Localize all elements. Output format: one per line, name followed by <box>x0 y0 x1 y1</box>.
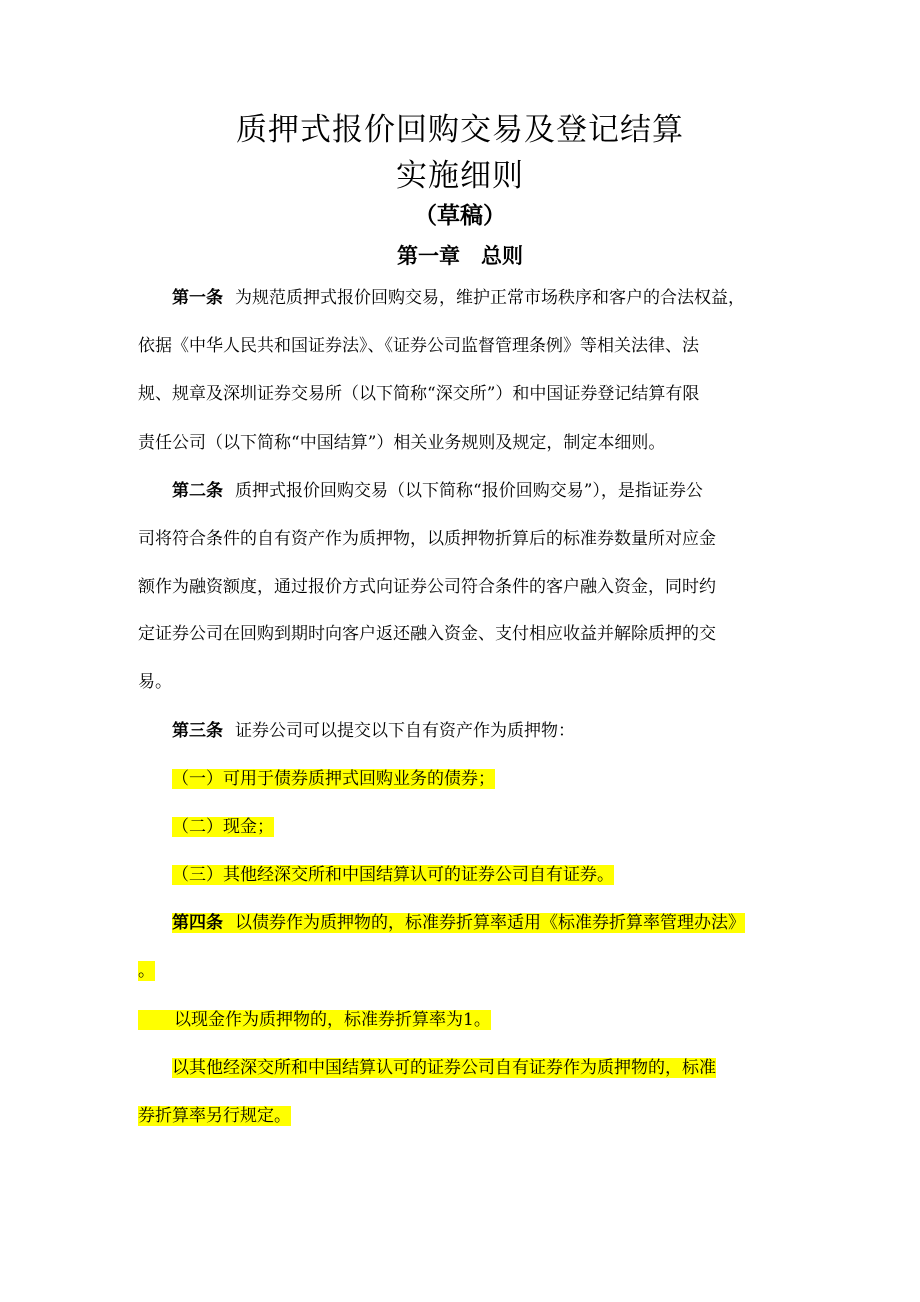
article-4-line-1 <box>172 910 745 936</box>
article-4-text: 以债券作为质押物的，标准券折算率适用《标准券折算率管理办法》 <box>235 913 745 933</box>
article-3-item-1-text: （一）可用于债券质押式回购业务的债券； <box>172 769 495 789</box>
article-4-paragraph-3-line-1 <box>172 1055 716 1081</box>
article-1-line-2: 依据《中华人民共和国证券法》、《证券公司监督管理条例》等相关法律、法 <box>138 336 699 356</box>
article-4-paragraph-2 <box>138 1007 491 1033</box>
article-3-intro: 证券公司可以提交以下自有资产作为质押物： <box>235 721 575 741</box>
article-1-line-3: 规、规章及深圳证券交易所（以下简称“深交所”）和中国证券登记结算有限 <box>138 384 700 404</box>
draft-label: （草稿） <box>414 203 506 229</box>
article-2-line-2: 司将符合条件的自有资产作为质押物，以质押物折算后的标准券数量所对应金 <box>138 529 716 549</box>
article-2-line-4: 定证券公司在回购到期时向客户返还融入资金、支付相应收益并解除质押的交 <box>138 624 716 644</box>
article-3-item-2 <box>172 814 274 840</box>
article-3-item-2-text: （二）现金； <box>172 817 274 837</box>
article-3-label: 第三条 <box>172 721 223 741</box>
article-3-item-3-text: （三）其他经深交所和中国结算认可的证券公司自有证券。 <box>172 865 614 885</box>
article-3-line-1 <box>172 718 575 744</box>
article-4-paragraph-3-line-2 <box>138 1103 291 1129</box>
article-2-line-1 <box>172 478 703 504</box>
article-1-label: 第一条 <box>172 288 223 308</box>
article-2-line-3: 额作为融资额度，通过报价方式向证券公司符合条件的客户融入资金，同时约 <box>138 577 716 597</box>
article-4-paragraph-2-text: 以现金作为质押物的，标准券折算率为1。 <box>138 1010 491 1030</box>
article-1-line-1 <box>172 285 745 311</box>
document-title-line-2: 实施细则 <box>396 158 524 194</box>
article-4-paragraph-3-text-2: 券折算率另行规定。 <box>138 1106 291 1126</box>
article-4-period: 。 <box>138 961 155 981</box>
article-1-text: 为规范质押式报价回购交易，维护正常市场秩序和客户的合法权益， <box>235 288 745 308</box>
document-title-line-1: 质押式报价回购交易及登记结算 <box>236 112 684 148</box>
article-4-label: 第四条 <box>172 913 223 933</box>
article-1-line-4: 责任公司（以下简称“中国结算”）相关业务规则及规定，制定本细则。 <box>138 433 666 453</box>
article-4-line-2 <box>138 958 155 984</box>
article-3-item-3 <box>172 862 614 888</box>
article-3-item-1 <box>172 766 495 792</box>
article-2-line-5: 易。 <box>138 672 172 692</box>
article-4-paragraph-3-text-1: 以其他经深交所和中国结算认可的证券公司自有证券作为质押物的，标准 <box>172 1058 716 1078</box>
article-2-text: 质押式报价回购交易（以下简称“报价回购交易”），是指证券公 <box>235 481 703 501</box>
article-2-label: 第二条 <box>172 481 223 501</box>
chapter-heading: 第一章 总则 <box>397 244 523 268</box>
